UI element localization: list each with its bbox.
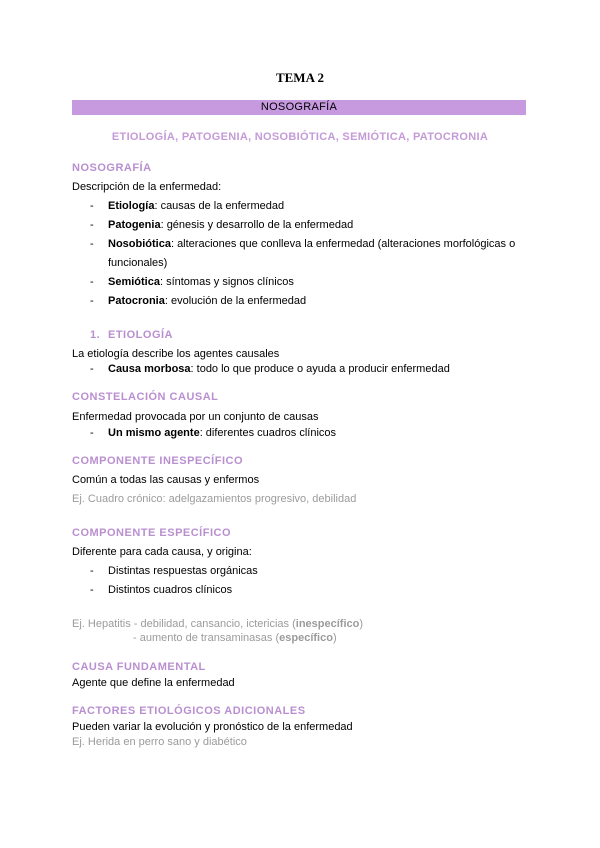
list-item: Distintos cuadros clínicos xyxy=(108,584,233,596)
heading-fundamental: CAUSA FUNDAMENTAL xyxy=(72,661,206,673)
bullet-dash: - xyxy=(90,427,94,439)
inespecifico-text: Común a todas las causas y enfermos xyxy=(72,474,260,486)
list-item: Etiología: causas de la enfermedad xyxy=(108,200,285,212)
list-item: Patogenia: génesis y desarrollo de la enfermedad xyxy=(108,219,354,231)
subtitle: ETIOLOGÍA, PATOGENIA, NOSOBIÓTICA, SEMIÓTICA, PATOCRONIA xyxy=(111,131,489,143)
nosografia-intro: Descripción de la enfermedad: xyxy=(72,181,222,193)
heading-number: 1. xyxy=(90,329,101,341)
especifico-example-2: - aumento de transaminasas (específico) xyxy=(133,632,337,644)
bullet-dash: - xyxy=(90,295,94,307)
bullet-dash: - xyxy=(90,565,94,577)
bullet-dash: - xyxy=(90,276,94,288)
bullet-dash: - xyxy=(90,200,94,212)
list-item: Causa morbosa: todo lo que produce o ayuda a producir enfermedad xyxy=(108,363,450,375)
page-title: TEMA 2 xyxy=(275,70,325,85)
list-item-continuation: funcionales) xyxy=(108,257,168,269)
list-item: Distintas respuestas orgánicas xyxy=(108,565,258,577)
section-band: NOSOGRAFÍA xyxy=(72,100,526,115)
bullet-dash: - xyxy=(90,584,94,596)
list-item: Semiótica: síntomas y signos clínicos xyxy=(108,276,294,288)
adicionales-text: Pueden variar la evolución y pronóstico de la enfermedad xyxy=(72,721,353,733)
constelacion-text: Enfermedad provocada por un conjunto de causas xyxy=(72,411,319,423)
etiologia-text: La etiología describe los agentes causales xyxy=(72,348,280,360)
heading-nosografia: NOSOGRAFÍA xyxy=(72,162,152,174)
heading-adicionales: FACTORES ETIOLÓGICOS ADICIONALES xyxy=(72,705,306,717)
heading-especifico: COMPONENTE ESPECÍFICO xyxy=(72,527,232,539)
inespecifico-example: Ej. Cuadro crónico: adelgazamientos progresivo, debilidad xyxy=(72,493,357,505)
bullet-dash: - xyxy=(90,219,94,231)
bullet-dash: - xyxy=(90,363,94,375)
adicionales-example: Ej. Herida en perro sano y diabético xyxy=(72,736,247,748)
especifico-example-1: Ej. Hepatitis - debilidad, cansancio, ictericias (inespecífico) xyxy=(72,618,364,630)
bullet-dash: - xyxy=(90,238,94,250)
list-item: Nosobiótica: alteraciones que conlleva la enfermedad (alteraciones morfológicas o xyxy=(108,238,516,250)
heading-etiologia: ETIOLOGÍA xyxy=(108,329,173,341)
heading-constelacion: CONSTELACIÓN CAUSAL xyxy=(72,391,219,403)
fundamental-text: Agente que define la enfermedad xyxy=(72,677,235,689)
heading-inespecifico: COMPONENTE INESPECÍFICO xyxy=(72,455,244,467)
list-item: Un mismo agente: diferentes cuadros clínicos xyxy=(108,427,337,439)
especifico-text: Diferente para cada causa, y origina: xyxy=(72,546,252,558)
list-item: Patocronia: evolución de la enfermedad xyxy=(108,295,307,307)
